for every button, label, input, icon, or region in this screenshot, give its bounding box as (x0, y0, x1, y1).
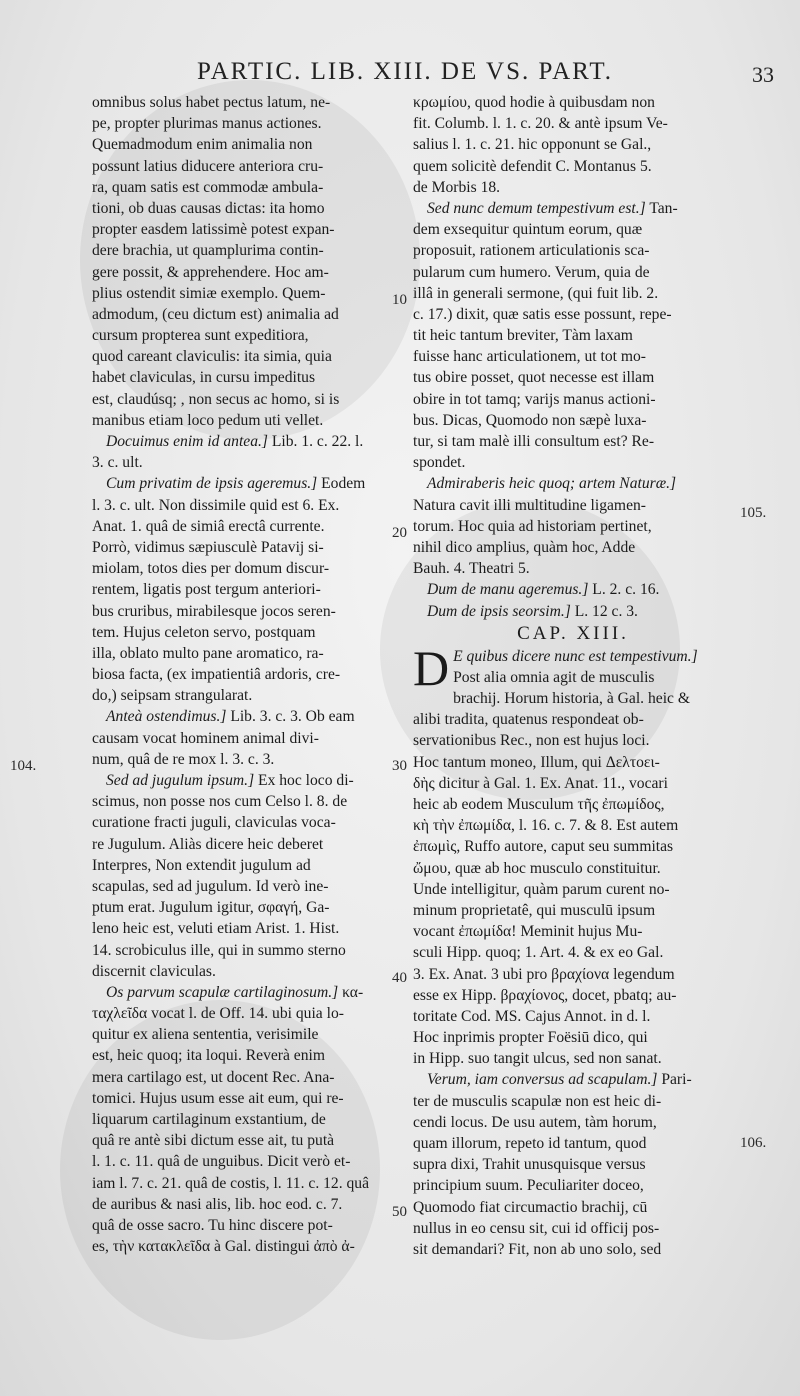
text-line (92, 664, 388, 685)
text-line (92, 1088, 388, 1109)
text-line (92, 156, 388, 177)
page-number: 33 (752, 62, 774, 87)
text-line (413, 1239, 733, 1260)
text-line (92, 579, 388, 600)
line-text: scapulas, sed ad jugulum. Id verò ine- (92, 877, 329, 895)
line-text: Post alia omnia agit de musculis (453, 668, 655, 686)
line-text: δὴς dicitur à Gal. 1. Ex. Anat. 11., vocari (413, 774, 668, 792)
text-line (92, 601, 388, 622)
text-line (92, 1130, 388, 1151)
text-line (92, 1024, 388, 1045)
text-line (413, 1006, 733, 1027)
text-line (413, 367, 733, 388)
line-text: Unde intelligitur, quàm parum curent no- (413, 880, 670, 898)
text-line (92, 897, 388, 918)
text-line (413, 964, 733, 985)
line-text: causam vocat hominem animal divi- (92, 729, 319, 747)
text-line (92, 1067, 388, 1088)
line-text: toritate Cod. MS. Cajus Annot. in d. l. (413, 1007, 651, 1025)
line-text: pularum cum humero. Verum, quia de (413, 263, 650, 281)
text-line (413, 794, 733, 815)
line-text: Natura cavit illi multitudine ligamen- (413, 496, 646, 514)
line-text: de Morbis 18. (413, 178, 501, 196)
text-line (413, 773, 733, 794)
text-line (92, 325, 388, 346)
line-text: nihil dico amplius, quàm hoc, Adde (413, 538, 636, 556)
text-line (413, 1218, 733, 1239)
line-text: cendi locus. De usu autem, tàm horum, (413, 1113, 657, 1131)
text-line (92, 1003, 388, 1024)
line-text: Admiraberis heic quoq; artem Naturæ.] (427, 475, 677, 493)
text-line (413, 985, 733, 1006)
text-line (92, 283, 388, 304)
line-number-50: 50 (392, 1204, 407, 1220)
line-text: sculi Hipp. quoq; 1. Art. 4. & ex eo Gal. (413, 944, 664, 962)
text-line (413, 389, 733, 410)
text-line (92, 1045, 388, 1066)
line-text: Verum, iam conversus ad scapulam.] Pari- (427, 1071, 692, 1089)
text-line (413, 473, 733, 494)
line-text: Docuimus enim id antea.] Lib. 1. c. 22. l. (106, 433, 364, 450)
text-line (413, 240, 733, 261)
line-text: admodum, (ceu dictum est) animalia ad (92, 305, 339, 323)
text-line (413, 495, 733, 516)
text-line (92, 198, 388, 219)
text-line (413, 942, 733, 963)
text-line (413, 858, 733, 879)
text-line (413, 262, 733, 283)
line-number-20: 20 (392, 525, 407, 541)
line-text: scimus, non posse nos cum Celso l. 8. de (92, 793, 348, 811)
text-line (92, 113, 388, 134)
line-text: κὴ τὴν ἐπωμίδα, l. 16. c. 7. & 8. Est autem (413, 817, 679, 835)
line-text: propter easdem latissimè potest expan- (92, 221, 335, 239)
text-line (413, 431, 733, 452)
line-text: Porrò, vidimus sæpiusculè Patavij si- (92, 538, 324, 556)
line-text: in Hipp. suo tangit ulcus, sed non sanat. (413, 1050, 662, 1068)
line-text: dere brachia, ut quamplurima contin- (92, 242, 324, 260)
text-line (413, 1154, 733, 1175)
line-number-10: 10 (392, 292, 407, 308)
line-text: Sed ad jugulum ipsum.] Ex hoc loco di- (106, 772, 354, 789)
text-line (92, 855, 388, 876)
line-text: alibi tradita, quatenus respondeat ob- (413, 711, 644, 729)
line-text: bus cruribus, mirabilesque jocos seren- (92, 602, 336, 620)
text-line (413, 558, 733, 579)
line-text: de auribus & nasi alis, lib. hoc eod. c. 7. (92, 1195, 343, 1213)
text-line (413, 346, 733, 367)
text-line (92, 940, 388, 961)
line-text: leno heic est, veluti etiam Arist. 1. Hist. (92, 920, 340, 938)
line-text: brachij. Horum historia, à Gal. heic & (453, 690, 690, 708)
line-text: tem. Hujus celeton servo, postquam (92, 623, 316, 641)
text-line (92, 1151, 388, 1172)
line-text: salius l. 1. c. 21. hic opponunt se Gal., (413, 136, 652, 154)
line-text: tur, si tam malè illi consultum est? Re- (413, 433, 655, 450)
line-text: torum. Hoc quia ad historiam pertinet, (413, 517, 652, 535)
chapter-heading (413, 622, 733, 646)
line-text: Hoc tantum moneo, Illum, qui Δελτοει- (413, 753, 660, 771)
line-text: vocant ἐπωμίδα! Meminit hujus Mu- (413, 923, 643, 941)
line-text: tioni, ob duas causas dictas: ita homo (92, 199, 325, 217)
text-line (92, 389, 388, 410)
text-line (92, 537, 388, 558)
line-text: Os parvum scapulæ cartilaginosum.] κα- (106, 983, 364, 1001)
line-text: omnibus solus habet pectus latum, ne- (92, 94, 331, 111)
text-line (92, 812, 388, 833)
line-text: 14. scrobiculus ille, qui in summo sterno (92, 941, 346, 959)
text-line (413, 304, 733, 325)
text-line (92, 728, 388, 749)
line-number-30: 30 (392, 758, 407, 774)
line-text: spondet. (413, 454, 466, 472)
text-line (92, 1173, 388, 1194)
text-line (92, 92, 388, 113)
text-line (92, 770, 388, 791)
line-text: ταχλεῖδα vocat l. de Off. 14. ubi quia lo- (92, 1005, 344, 1023)
line-text: esse ex Hipp. βραχίονος, docet, pbatq; au- (413, 986, 677, 1004)
line-text: num, quâ de re mox l. 3. c. 3. (92, 750, 275, 768)
text-line (92, 918, 388, 939)
line-text: illâ in generali sermone, (qui fuit lib. 2. (413, 284, 659, 302)
line-text: plius ostendit simiæ exemplo. Quem- (92, 284, 326, 302)
text-line (92, 177, 388, 198)
text-line (92, 516, 388, 537)
line-text: habet claviculas, in cursu impeditus (92, 369, 316, 387)
text-line (453, 688, 733, 709)
text-line (413, 579, 733, 600)
text-line (413, 836, 733, 857)
text-line (92, 262, 388, 283)
line-text: liquarum cartilaginum exstantium, de (92, 1111, 326, 1128)
line-text: ptum erat. Jugulum igitur, σφαγή, Ga- (92, 899, 330, 917)
text-line (413, 921, 733, 942)
right-column (413, 92, 733, 1260)
text-line (413, 325, 733, 346)
line-text: rentem, ligatis post tergum anteriori- (92, 581, 321, 599)
text-line (413, 1133, 733, 1154)
text-line (92, 876, 388, 897)
line-text: fit. Columb. l. 1. c. 20. & antè ipsum Ve- (413, 115, 668, 133)
line-text: quâ de osse sacro. Tu hinc discere pot- (92, 1216, 333, 1234)
text-line (413, 1175, 733, 1196)
text-line (453, 667, 733, 688)
text-line (413, 1027, 733, 1048)
line-text: obire in tot tamq; varijs manus actioni- (413, 390, 656, 408)
line-text: Sed nunc demum tempestivum est.] Tan- (427, 199, 678, 217)
text-line (413, 134, 733, 155)
line-text: quod careant claviculis: ita simia, quia (92, 348, 332, 366)
line-text: miolam, totos dies per domum discur- (92, 560, 330, 578)
line-text: illa, oblato multo pane aromatico, ra- (92, 644, 324, 662)
text-line (92, 749, 388, 770)
line-text: 3. c. ult. (92, 454, 143, 472)
line-number-40: 40 (392, 970, 407, 986)
text-line (413, 219, 733, 240)
line-text: servationibus Rec., non est hujus loci. (413, 732, 650, 750)
text-line (92, 219, 388, 240)
text-line (413, 92, 733, 113)
text-line (413, 752, 733, 773)
text-line (92, 834, 388, 855)
line-text: Dum de manu ageremus.] L. 2. c. 16. (427, 581, 660, 599)
text-line (413, 730, 733, 751)
line-text: gere possit, & apprehendere. Hoc am- (92, 263, 329, 281)
line-text: ἐπωμὶς, Ruffo autore, caput seu summitas (413, 838, 674, 856)
line-text: l. 1. c. 11. quâ de unguibus. Dicit verò et- (92, 1153, 351, 1171)
margin-note-104: 104. (10, 758, 37, 774)
text-line (413, 601, 733, 622)
line-text: CAP. XIII. (517, 622, 629, 644)
line-text: Bauh. 4. Theatri 5. (413, 560, 530, 578)
line-text: discernit claviculas. (92, 962, 216, 980)
text-line (92, 982, 388, 1003)
line-text: bus. Dicas, Quomodo non sæpè luxa- (413, 411, 647, 429)
line-text: ὤμου, quæ ab hoc musculo constituitur. (413, 859, 661, 877)
line-text: ra, quam satis est commodæ ambula- (92, 178, 324, 196)
line-text: re Jugulum. Aliàs dicere heic deberet (92, 835, 324, 853)
text-line (413, 113, 733, 134)
line-text: tit heic tantum breviter, Tàm laxam (413, 327, 633, 345)
text-line (92, 622, 388, 643)
text-line (92, 558, 388, 579)
line-text: Hoc inprimis propter Foësiū dico, qui (413, 1029, 648, 1047)
line-text: ter de musculis scapulæ non est heic di- (413, 1092, 662, 1110)
line-text: Quomodo fiat circumactio brachij, cū (413, 1198, 648, 1216)
line-text: curatione fracti juguli, claviculas voca- (92, 814, 336, 832)
text-line (92, 643, 388, 664)
text-line (92, 134, 388, 155)
line-text: possunt latius diducere anteriora cru- (92, 157, 324, 175)
line-text: κρωμίου, quod hodie à quibusdam non (413, 94, 655, 111)
line-text: es, τὴν κατακλεῖδα à Gal. distingui ἀπὸ ἀ- (92, 1238, 355, 1256)
line-text: l. 3. c. ult. Non dissimile quid est 6. Ex. (92, 496, 340, 514)
line-text: heic ab eodem Musculum τῆς ἐπωμίδος, (413, 796, 665, 813)
margin-note-105: 105. (740, 505, 767, 521)
line-text: quitur ex aliena sententia, verisimile (92, 1026, 319, 1044)
line-text: E quibus dicere nunc est tempestivum.] (453, 647, 698, 665)
text-line (413, 815, 733, 836)
text-line (413, 283, 733, 304)
line-text: Anteà ostendimus.] Lib. 3. c. 3. Ob eam (106, 708, 355, 726)
line-text: principium suum. Peculiariter doceo, (413, 1177, 644, 1195)
line-text: quem solicitè defendit C. Montanus 5. (413, 157, 652, 175)
line-text: tomici. Hujus usum esse ait eum, qui re- (92, 1089, 344, 1107)
line-text: dem exsequitur quintum eorum, quæ (413, 221, 643, 239)
text-line (92, 495, 388, 516)
text-line (413, 1112, 733, 1133)
text-line (413, 410, 733, 431)
text-line (413, 1048, 733, 1069)
text-line (413, 1197, 733, 1218)
line-text: nullus in eo censu sit, cui id officij pos- (413, 1219, 660, 1237)
text-line (92, 1236, 388, 1257)
text-line (92, 346, 388, 367)
line-text: est, heic quoq; ita loqui. Reverà enim (92, 1047, 325, 1065)
text-line (92, 1109, 388, 1130)
text-line (92, 452, 388, 473)
text-line (413, 537, 733, 558)
text-line (92, 431, 388, 452)
margin-note-106: 106. (740, 1135, 767, 1151)
text-line (92, 240, 388, 261)
text-line (413, 879, 733, 900)
line-text: quam illorum, repeto id tantum, quod (413, 1135, 647, 1152)
line-text: Anat. 1. quâ de simiâ erectâ currente. (92, 517, 325, 535)
text-line (92, 367, 388, 388)
text-line (413, 198, 733, 219)
text-line (413, 156, 733, 177)
line-text: proposuit, rationem articulationis sca- (413, 242, 650, 260)
text-line (92, 1215, 388, 1236)
running-title: PARTIC. LIB. XIII. DE VS. PART. (197, 58, 613, 85)
line-text: mera cartilago est, ut docent Rec. Ana- (92, 1068, 335, 1086)
line-text: c. 17.) dixit, quæ satis esse possunt, repe- (413, 305, 672, 323)
drop-cap: D (413, 639, 450, 696)
line-text: supra dixi, Trahit unusquisque versus (413, 1156, 646, 1174)
line-text: manibus etiam loco pedum uti vellet. (92, 411, 324, 429)
text-line (413, 516, 733, 537)
text-line (92, 706, 388, 727)
text-line (413, 900, 733, 921)
line-text: do,) seipsam strangularat. (92, 687, 253, 705)
text-line (92, 473, 388, 494)
text-line (413, 709, 733, 730)
line-text: iam l. 7. c. 21. quâ de costis, l. 11. c. 12. quâ (92, 1174, 370, 1192)
line-text: quâ re antè sibi dictum esse ait, tu putà (92, 1132, 335, 1150)
line-text: cursum propterea sunt expeditiora, (92, 327, 309, 345)
line-text: tus obire posset, quot necesse est illam (413, 369, 655, 387)
line-text: Dum de ipsis seorsim.] L. 12 c. 3. (427, 602, 638, 620)
line-text: Quemadmodum enim animalia non (92, 136, 313, 154)
text-line (92, 685, 388, 706)
line-text: fuisse hanc articulationem, ut tot mo- (413, 348, 646, 366)
line-text: sit demandari? Fit, non ab uno solo, sed (413, 1240, 662, 1258)
line-text: 3. Ex. Anat. 3 ubi pro βραχίονα legendum (413, 965, 675, 983)
text-line (92, 791, 388, 812)
text-line (92, 304, 388, 325)
text-line (413, 1069, 733, 1090)
line-text: est, claudúsq; , non secus ac homo, si is (92, 390, 340, 408)
left-column (92, 92, 388, 1257)
text-line (413, 177, 733, 198)
line-text: biosa facta, (ex impatientiâ ardoris, cre- (92, 666, 341, 684)
line-text: minum proprietatê, qui musculū ipsum (413, 901, 656, 919)
line-text: Cum privatim de ipsis ageremus.] Eodem (106, 475, 366, 493)
line-text: Interpres, Non extendit jugulum ad (92, 856, 311, 874)
text-line (413, 1091, 733, 1112)
text-line (413, 452, 733, 473)
text-line (92, 1194, 388, 1215)
text-line (92, 410, 388, 431)
text-line (92, 961, 388, 982)
line-text: pe, propter plurimas manus actiones. (92, 115, 322, 133)
